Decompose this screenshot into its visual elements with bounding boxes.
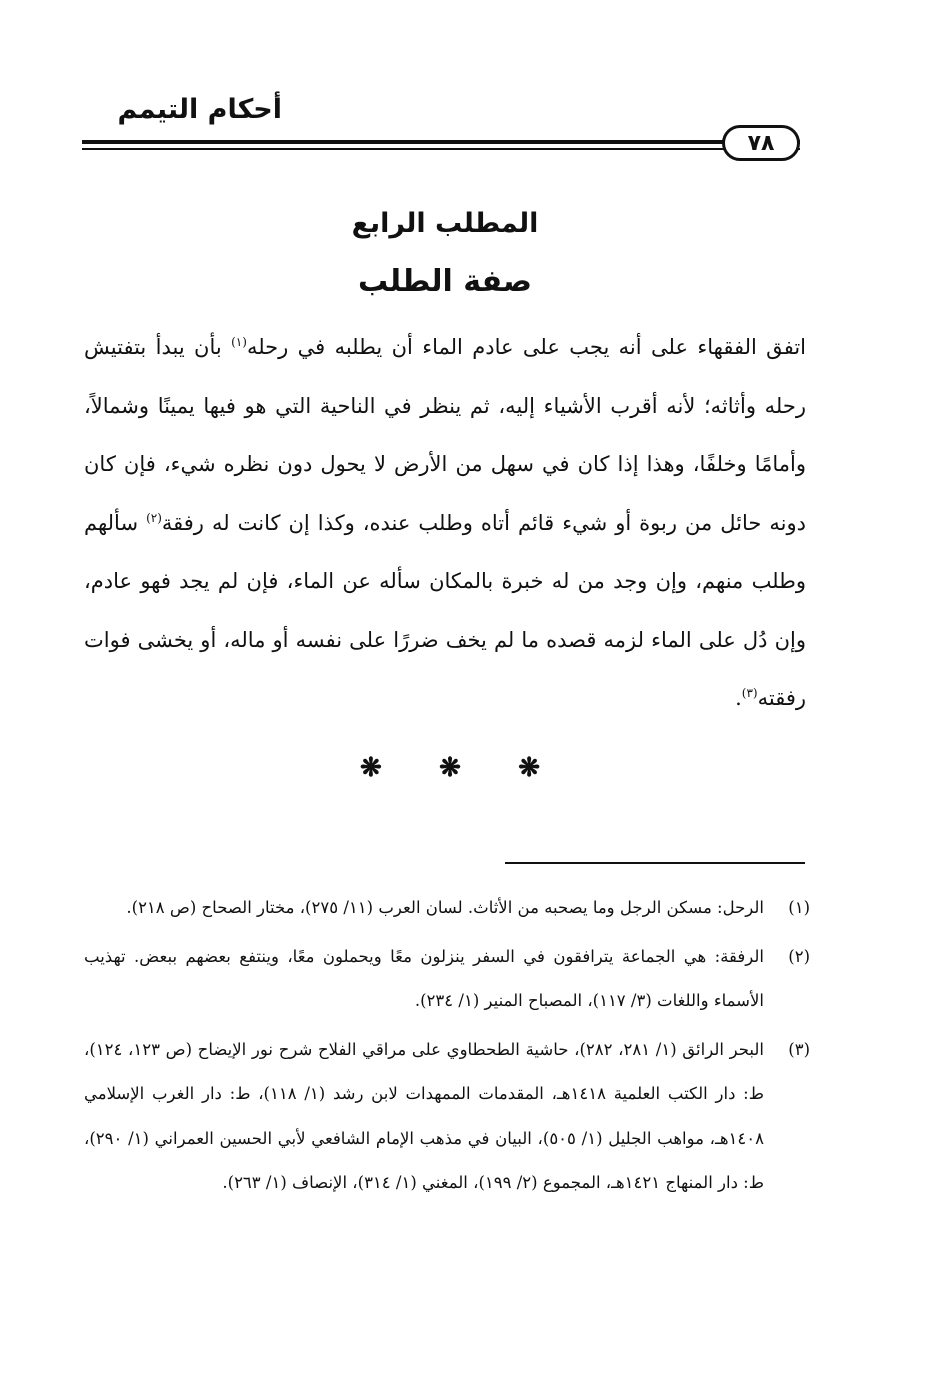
body-text-part: . [735,686,742,710]
footnote-text: الرحل: مسكن الرجل وما يصحبه من الأثاث. لسان العرب (١١/ ٢٧٥)، مختار الصحاح (ص ٢١٨). [126,898,764,917]
star-ornament: ❋ [518,753,540,783]
footnote-ref-2[interactable]: (٢) [146,510,162,525]
section-title: المطلب الرابع [351,208,539,239]
footnote-divider [505,862,805,864]
footnote-number: (٣) [788,1039,810,1059]
footnote-3 [84,1028,810,1206]
header-rule-thin [82,148,800,150]
page-number: ٧٨ [722,125,800,161]
body-text-part: اتفق الفقهاء على أنه يجب على عادم الماء أن يطلبه في رحله [246,335,806,359]
section-separator [360,748,540,788]
section-subtitle: صفة الطلب [358,264,532,299]
footnote-text: الرفقة: هي الجماعة يترافقون في السفر ينزلون معًا ويحملون معًا، وينتفع بعضهم ببعض. تهذيب الأسماء واللغات (٣/ ١١٧)، المصباح المنير (١/ ٢٣٤). [84,946,764,1010]
body-text-part: سألهم وطلب منهم، وإن وجد من له خبرة بالمكان سأله عن الماء، فإن لم يجد فهو عادم، وإن دُل على الماء لزمه قصده ما لم يخف ضررًا على نفسه أو ماله، أو يخشى فوات رفقته [84,510,806,710]
star-ornament: ❋ [360,753,382,783]
footnote-text: البحر الرائق (١/ ٢٨١، ٢٨٢)، حاشية الطحطاوي على مراقي الفلاح شرح نور الإيضاح (ص ١٢٣، ١٢٤)، ط: دار الكتب العلمية ١٤١٨هـ، المقدمات الممهدات لابن رشد (١/ ١١٨)، ط: دار الغرب الإسلامي ١٤٠٨هـ، مواهب الجليل (١/ ٥٠٥)، البيان في مذهب الإمام الشافعي لأبي الحسين العمراني (١/ ٢٩٠)، ط: دار المنهاج ١٤٢١هـ، المجموع (٢/ ١٩٩)، المغني (١/ ٣١٤)، الإنصاف (١/ ٢٦٣). [84,1039,764,1192]
body-text-part: بأن يبدأ بتفتيش رحله وأثاثه؛ لأنه أقرب الأشياء إليه، ثم ينظر في الناحية التي هو فيها يمينًا وشمالاً، وأمامًا وخلفًا، وهذا إذا كان في سهل من الأرض لا يحول دون نظره شيء، فإن كان دونه حائل من ربوة أو شيء قائم أتاه وطلب عنده، وكذا إن كانت له رفقة [84,335,806,535]
footnote-number: (٢) [788,946,810,966]
header-rule [82,140,800,144]
footnote-ref-1[interactable]: (١) [231,335,247,349]
body-paragraph [84,318,806,728]
footnote-number: (١) [788,898,810,917]
footnote-ref-3[interactable]: (٣) [741,686,758,700]
footnote-2 [84,935,810,1024]
footnote-1 [84,886,810,931]
running-title: أحكام التيمم [117,94,282,125]
star-ornament: ❋ [439,753,461,783]
footnotes [84,886,810,1210]
